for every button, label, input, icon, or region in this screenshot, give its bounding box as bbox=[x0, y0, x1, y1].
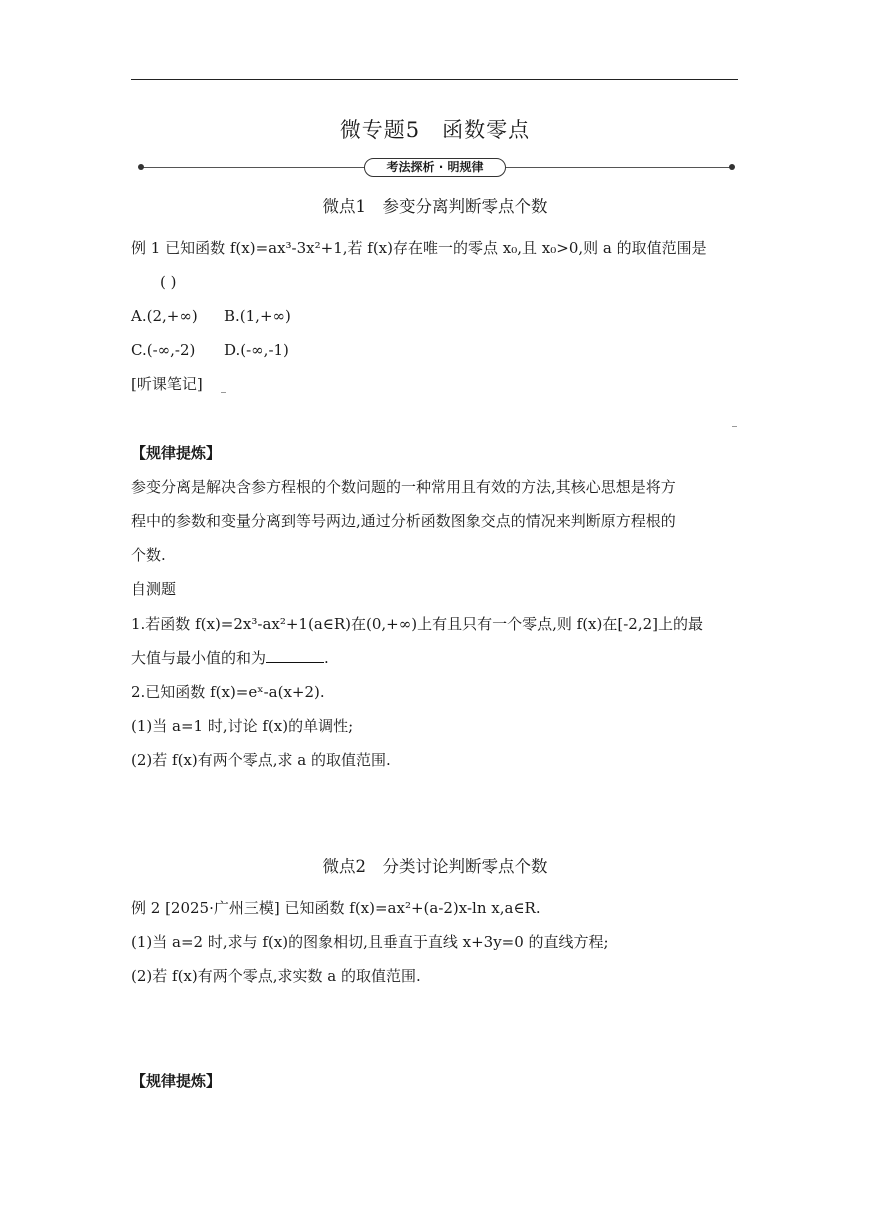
banner-dot-left bbox=[138, 164, 144, 170]
banner-dot-right bbox=[729, 164, 735, 170]
example1-statement: 例 1 已知函数 f(x)=ax³-3x²+1,若 f(x)存在唯一的零点 x₀,且 x₀>0,则 a 的取值范围是 bbox=[131, 239, 707, 257]
section-banner bbox=[138, 158, 735, 178]
option-a: A.(2,+∞) bbox=[131, 307, 198, 325]
option-b: B.(1,+∞) bbox=[224, 307, 291, 325]
banner-label: 考法探析 · 明规律 bbox=[364, 158, 506, 177]
question1-line-2 bbox=[131, 648, 329, 668]
example2-statement: 例 2 [2025·广州三模] 已知函数 f(x)=ax²+(a-2)x-ln x,a∈R. bbox=[131, 899, 541, 917]
rule-text-line-3: 个数. bbox=[131, 546, 166, 564]
page-title: 微专题5 函数零点 bbox=[339, 118, 531, 142]
option-d: D.(-∞,-1) bbox=[224, 341, 289, 359]
question2-part1: (1)当 a=1 时,讨论 f(x)的单调性; bbox=[131, 717, 354, 735]
notes-label: [听课笔记] bbox=[131, 375, 203, 393]
question2-part2: (2)若 f(x)有两个零点,求 a 的取值范围. bbox=[131, 751, 391, 769]
rule-text-line-2: 程中的参数和变量分离到等号两边,通过分析函数图象交点的情况来判断原方程根的 bbox=[131, 512, 676, 530]
rule-text-line-1: 参变分离是解决含参方程根的个数问题的一种常用且有效的方法,其核心思想是将方 bbox=[131, 478, 676, 496]
example2-part1: (1)当 a=2 时,求与 f(x)的图象相切,且垂直于直线 x+3y=0 的直线方程; bbox=[131, 933, 609, 951]
section1-heading: 微点1 参变分离判断零点个数 bbox=[322, 197, 548, 216]
question1-text: 大值与最小值的和为 bbox=[131, 649, 267, 667]
answer-blank bbox=[266, 648, 324, 663]
question1-end: . bbox=[324, 649, 329, 667]
rule-label-1: 【规律提炼】 bbox=[131, 444, 222, 462]
option-c: C.(-∞,-2) bbox=[131, 341, 196, 359]
header-rule bbox=[131, 79, 738, 80]
notes-end-mark bbox=[732, 426, 737, 427]
example2-part2: (2)若 f(x)有两个零点,求实数 a 的取值范围. bbox=[131, 967, 421, 985]
rule-label-2: 【规律提炼】 bbox=[131, 1072, 222, 1090]
selftest-label: 自测题 bbox=[131, 580, 177, 598]
question1-line-1: 1.若函数 f(x)=2x³-ax²+1(a∈R)在(0,+∞)上有且只有一个零点,则 f(x)在[-2,2]上的最 bbox=[131, 615, 703, 633]
question2-statement: 2.已知函数 f(x)=eˣ-a(x+2). bbox=[131, 683, 325, 701]
section2-heading: 微点2 分类讨论判断零点个数 bbox=[322, 857, 548, 876]
example1-answer-paren: ( ) bbox=[160, 273, 177, 291]
notes-mark bbox=[221, 392, 226, 393]
